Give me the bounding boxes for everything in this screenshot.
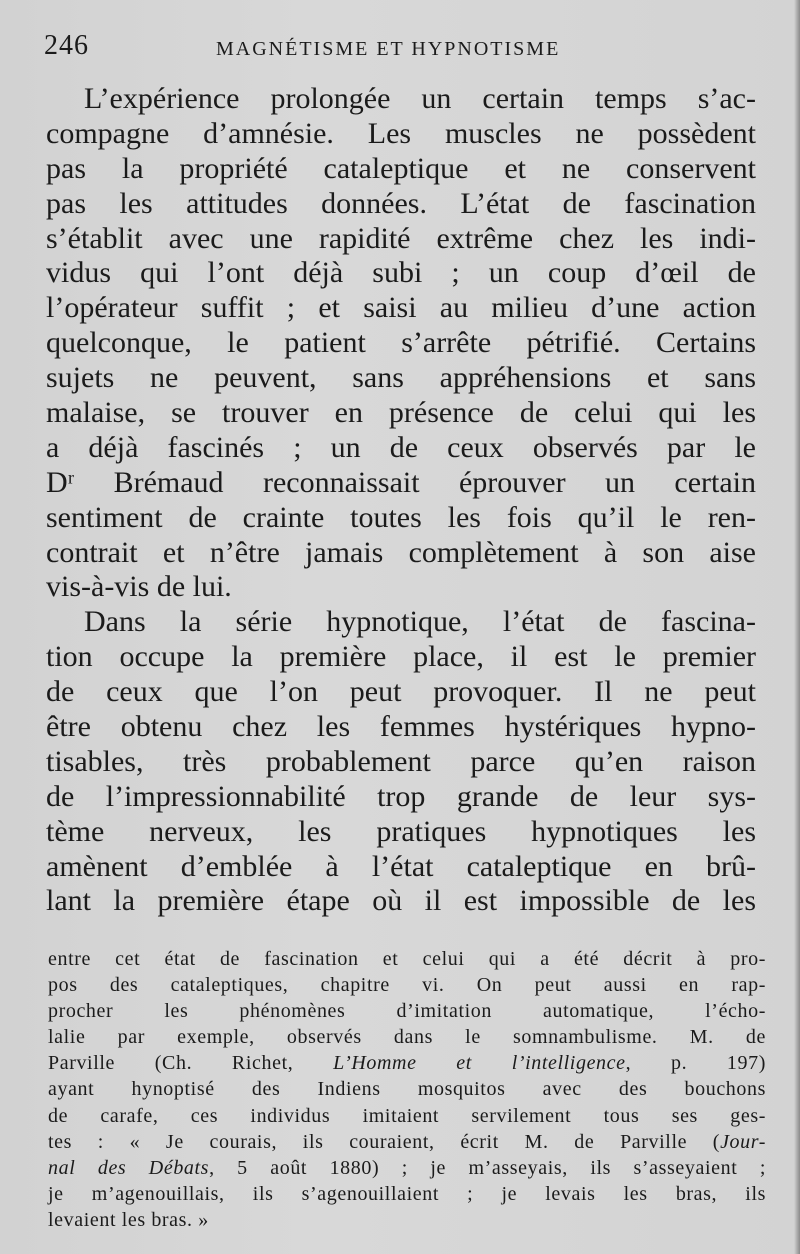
- footnote: [48, 946, 766, 1233]
- page-number: 246: [44, 30, 89, 61]
- footnote-line: lalie par exemple, observés dans le somnambulisme. M. de: [48, 1026, 766, 1049]
- book-title: L’Homme et l’intelligence: [333, 1052, 626, 1075]
- footnote-text: Parville (Ch. Richet,: [48, 1052, 334, 1075]
- text-line: être obtenu chez les femmes hystériques hypno-: [46, 710, 756, 744]
- text-line: s’établit avec une rapidité extrême chez les indi-: [46, 221, 756, 255]
- journal-title: nal des Débats: [48, 1156, 210, 1179]
- footnote-line: pos des cataleptiques, chapitre vi. On peut aussi en rap-: [48, 974, 766, 997]
- footnote-text: , 5 août 1880) ; je m’asseyais, ils s’asseyaient ;: [209, 1156, 766, 1179]
- footnote-line: [48, 1129, 766, 1155]
- text-line: pas la propriété cataleptique et ne conservent: [46, 151, 756, 185]
- main-text: [46, 82, 756, 919]
- page-header: [44, 30, 756, 70]
- footnote-line: levaient les bras. »: [48, 1208, 209, 1231]
- text-line: pas les attitudes données. L’état de fascination: [46, 186, 756, 220]
- text-line: quelconque, le patient s’arrête pétrifié. Certains: [46, 326, 756, 360]
- text-line: Dans la série hypnotique, l’état de fascina-: [84, 605, 756, 639]
- text-line: vis-à-vis de lui.: [46, 570, 232, 604]
- text-line: de ceux que l’on peut provoquer. Il ne peut: [46, 675, 756, 709]
- footnote-line: [48, 1050, 766, 1076]
- text-line: amènent d’emblée à l’état cataleptique en brû-: [46, 849, 756, 883]
- text-line: sentiment de crainte toutes les fois qu’il le ren-: [46, 500, 756, 534]
- footnote-text: tes : « Je courais, ils couraient, écrit M. de Parville (: [48, 1130, 721, 1153]
- text-line: l’opérateur suffit ; et saisi au milieu d’une action: [46, 291, 756, 325]
- text-line: tion occupe la première place, il est le premier: [46, 640, 756, 674]
- text-line: L’expérience prolongée un certain temps s’ac-: [84, 82, 756, 115]
- text-line: compagne d’amnésie. Les muscles ne possèdent: [46, 116, 756, 150]
- text-line: a déjà fascinés ; un de ceux observés par le: [46, 430, 756, 464]
- footnote-line: procher les phénomènes d’imitation automatique, l’écho-: [48, 1000, 766, 1023]
- footnote-line: [48, 1155, 766, 1181]
- text-line: sujets ne peuvent, sans appréhensions et sans: [46, 361, 756, 395]
- text-line: tème nerveux, les pratiques hypnotiques les: [46, 814, 756, 848]
- text-line: vidus qui l’ont déjà subi ; un coup d’œil de: [46, 256, 756, 290]
- footnote-text: , p. 197): [625, 1052, 766, 1075]
- footnote-line: ayant hynoptisé des Indiens mosquitos avec des bouchons: [48, 1078, 766, 1101]
- text-line: tisables, très probablement parce qu’en raison: [46, 744, 756, 778]
- text-line: lant la première étape où il est impossible de les: [46, 884, 756, 918]
- journal-title: Jour-: [720, 1130, 766, 1153]
- text-line: Dʳ Brémaud reconnaissait éprouver un certain: [46, 465, 756, 499]
- footnote-line: de carafe, ces individus imitaient servilement tous ses ges-: [48, 1104, 766, 1127]
- running-head: MAGNÉTISME ET HYPNOTISME: [216, 38, 561, 60]
- text-line: contrait et n’être jamais complètement à son aise: [46, 535, 756, 569]
- footnote-line: je m’agenouillais, ils s’agenouillaient ; je levais les bras, ils: [48, 1182, 766, 1205]
- text-line: malaise, se trouver en présence de celui qui les: [46, 396, 756, 430]
- footnote-line: entre cet état de fascination et celui qui a été décrit à pro-: [48, 948, 766, 970]
- text-line: de l’impressionnabilité trop grande de leur sys-: [46, 779, 756, 813]
